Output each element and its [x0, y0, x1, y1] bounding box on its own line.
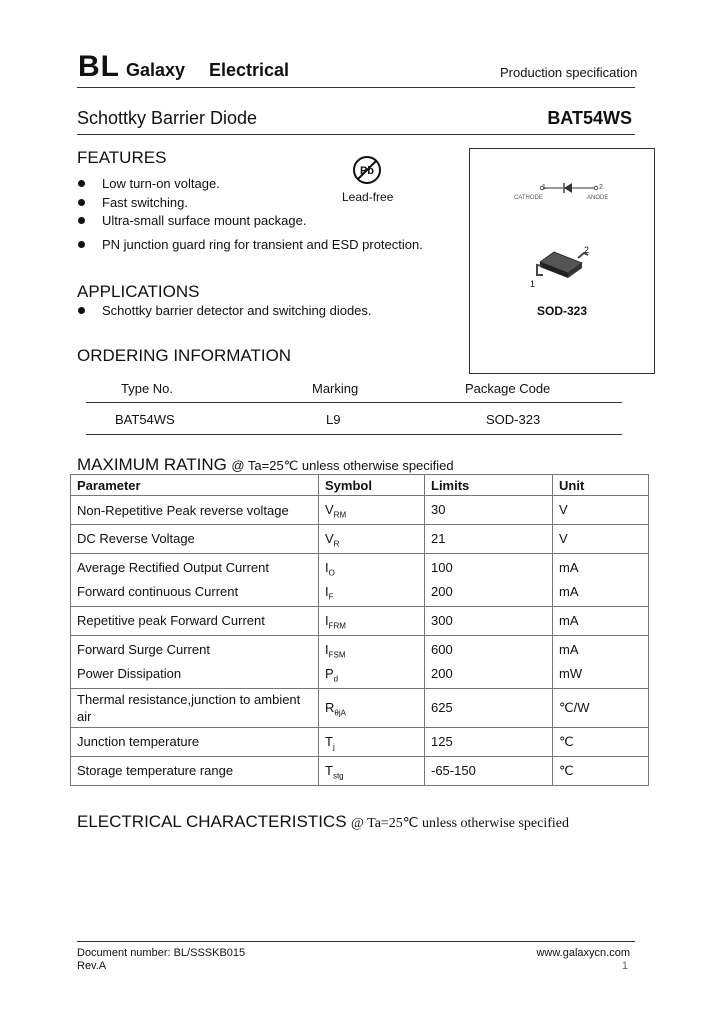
parameter-cell	[71, 728, 319, 757]
symbol-base: V	[325, 502, 334, 517]
limit-value: 625	[431, 700, 453, 715]
ordering-cell-type: BAT54WS	[115, 412, 175, 427]
ordering-cell-package: SOD-323	[486, 412, 541, 427]
feature-item	[78, 176, 220, 191]
parameter-cell	[71, 607, 319, 636]
parameter-text: Forward Surge Current	[77, 642, 210, 657]
page-number: 1	[621, 960, 628, 972]
ordering-header-marking: Marking	[312, 381, 359, 396]
symbol-text	[325, 662, 418, 686]
feature-item	[78, 213, 306, 228]
symbol-text	[325, 527, 418, 551]
feature-text: PN junction guard ring for transient and ESD protection.	[102, 237, 423, 252]
bullet-icon	[78, 217, 85, 224]
parameter-cell	[71, 525, 319, 554]
bullet-icon	[78, 241, 85, 248]
brand-electrical: Electrical	[209, 60, 290, 80]
unit-cell	[553, 525, 649, 554]
limit-cell	[425, 636, 553, 689]
limit-cell	[425, 554, 553, 607]
symbol-subscript: d	[333, 674, 339, 684]
limit-value: 100	[431, 560, 453, 575]
table-row	[71, 496, 649, 525]
pin1-number: 1	[542, 184, 546, 191]
table-row	[71, 689, 649, 728]
limit-value: 21	[431, 531, 446, 546]
ordering-bottom-rule	[86, 434, 622, 435]
max-rating-body	[71, 496, 649, 786]
ordering-header-type: Type No.	[121, 381, 174, 396]
max-rating-table	[70, 474, 649, 786]
pin2-number: 2	[599, 184, 603, 191]
symbol-text	[325, 556, 418, 580]
symbol-text	[325, 730, 418, 754]
unit-value: mW	[559, 666, 583, 681]
unit-value: mA	[559, 560, 579, 575]
symbol-cell	[319, 636, 425, 689]
diode-schematic	[470, 149, 654, 299]
anode-label: ANODE	[587, 195, 609, 201]
symbol-subscript: FSM	[328, 650, 346, 660]
electrical-heading: ELECTRICAL CHARACTERISTICS	[77, 812, 347, 831]
feature-text: Low turn-on voltage.	[102, 176, 220, 191]
electrical-condition: @ Ta=25℃ unless otherwise specified	[350, 816, 569, 831]
unit-value: V	[559, 531, 568, 546]
symbol-subscript: R	[333, 539, 340, 549]
limit-value: 200	[431, 666, 453, 681]
parameter-text: Power Dissipation	[77, 666, 182, 681]
package-name: SOD-323	[536, 304, 588, 318]
limit-value: 200	[431, 584, 453, 599]
parameter-text: Repetitive peak Forward Current	[77, 613, 265, 628]
feature-item	[78, 195, 188, 210]
max-rating-title	[77, 455, 454, 475]
limit-value: 30	[431, 502, 446, 517]
symbol-cell	[319, 554, 425, 607]
limit-cell	[425, 728, 553, 757]
footer-divider	[77, 941, 635, 942]
symbol-text	[325, 580, 418, 604]
ordering-header-package: Package Code	[465, 381, 551, 396]
symbol-cell	[319, 728, 425, 757]
brand-logo-bl: BL	[78, 50, 120, 83]
max-rating-heading: MAXIMUM RATING	[77, 455, 227, 474]
limit-value: 125	[431, 734, 453, 749]
col-header-unit: Unit	[553, 475, 649, 496]
parameter-cell	[71, 636, 319, 689]
symbol-subscript: O	[328, 568, 335, 578]
parameter-text: Storage temperature range	[77, 763, 234, 778]
unit-cell	[553, 689, 649, 728]
unit-cell	[553, 757, 649, 786]
symbol-text	[325, 696, 418, 720]
table-row	[71, 525, 649, 554]
parameter-cell	[71, 554, 319, 607]
features-heading: FEATURES	[77, 148, 167, 167]
limit-value: 300	[431, 613, 453, 628]
table-header-row	[71, 475, 649, 496]
header-divider	[77, 87, 635, 88]
package-figure	[469, 148, 655, 374]
parameter-cell	[71, 689, 319, 728]
parameter-text: Junction temperature	[77, 734, 200, 749]
symbol-subscript: FRM	[328, 621, 346, 631]
symbol-base: R	[325, 700, 335, 715]
parameter-text: Non-Repetitive Peak reverse voltage	[77, 502, 289, 518]
unit-value: ℃	[559, 763, 574, 778]
unit-cell	[553, 554, 649, 607]
col-header-symbol: Symbol	[319, 475, 425, 496]
symbol-cell	[319, 689, 425, 728]
limit-cell	[425, 496, 553, 525]
application-item	[78, 303, 372, 318]
symbol-cell	[319, 525, 425, 554]
table-row	[71, 636, 649, 689]
unit-cell	[553, 496, 649, 525]
table-row	[71, 757, 649, 786]
symbol-cell	[319, 607, 425, 636]
max-rating-condition: @ Ta=25℃ unless otherwise specified	[231, 458, 454, 473]
parameter-text: Average Rectified Output Current	[77, 560, 269, 575]
bullet-icon	[78, 307, 85, 314]
symbol-text	[325, 759, 418, 783]
table-row	[71, 554, 649, 607]
bullet-icon	[78, 180, 85, 187]
symbol-subscript: θjA	[334, 708, 346, 718]
unit-value: ℃/W	[559, 700, 590, 715]
limit-cell	[425, 525, 553, 554]
applications-heading: APPLICATIONS	[77, 282, 200, 301]
sod323-package-drawing	[537, 252, 588, 278]
lead-free-label: Lead-free	[342, 190, 394, 204]
unit-cell	[553, 636, 649, 689]
col-header-parameter: Parameter	[71, 475, 319, 496]
symbol-base: I	[325, 560, 329, 575]
unit-cell	[553, 607, 649, 636]
product-title: Schottky Barrier Diode	[77, 108, 258, 128]
symbol-base: V	[325, 531, 334, 546]
ordering-heading: ORDERING INFORMATION	[77, 346, 292, 365]
parameter-text: Thermal resistance,junction to ambient air	[77, 692, 301, 724]
symbol-text	[325, 498, 418, 522]
pin2-terminal	[594, 186, 598, 190]
parameter-text: Forward continuous Current	[77, 584, 239, 599]
document-type: Production specification	[500, 65, 638, 80]
pad2-number: 2	[584, 245, 590, 255]
pad1-number: 1	[530, 279, 536, 289]
parameter-cell	[71, 757, 319, 786]
limit-cell	[425, 689, 553, 728]
electrical-title	[77, 812, 569, 832]
symbol-subscript: j	[332, 742, 335, 752]
feature-text: Fast switching.	[102, 195, 188, 210]
feature-text: Ultra-small surface mount package.	[102, 213, 307, 228]
limit-value: -65-150	[431, 763, 476, 778]
symbol-base: I	[325, 642, 329, 657]
title-divider	[77, 134, 635, 135]
diode-triangle	[564, 183, 572, 193]
symbol-base: I	[325, 613, 329, 628]
symbol-text	[325, 638, 418, 662]
parameter-cell	[71, 496, 319, 525]
symbol-cell	[319, 757, 425, 786]
part-number: BAT54WS	[547, 108, 632, 128]
table-row	[71, 607, 649, 636]
limit-cell	[425, 757, 553, 786]
limit-cell	[425, 607, 553, 636]
lead-free-symbol-text: Pb	[359, 165, 375, 177]
document-number: Document number: BL/SSSKB015	[77, 947, 246, 959]
unit-value: ℃	[559, 734, 574, 749]
cathode-label: CATHODE	[514, 195, 543, 201]
symbol-subscript: stg	[332, 771, 344, 781]
ordering-divider	[86, 402, 622, 403]
symbol-base: P	[325, 666, 334, 681]
brand-galaxy: Galaxy	[126, 60, 186, 80]
unit-value: mA	[559, 584, 579, 599]
unit-value: V	[559, 502, 568, 517]
bullet-icon	[78, 199, 85, 206]
table-row	[71, 728, 649, 757]
unit-value: mA	[559, 642, 579, 657]
website-link[interactable]: www.galaxycn.com	[536, 947, 630, 959]
unit-value: mA	[559, 613, 579, 628]
revision: Rev.A	[77, 960, 107, 972]
symbol-base: T	[325, 763, 333, 778]
symbol-subscript: RM	[333, 510, 347, 520]
symbol-base: I	[325, 584, 329, 599]
parameter-text: DC Reverse Voltage	[77, 531, 195, 546]
ordering-cell-marking: L9	[326, 412, 341, 427]
symbol-cell	[319, 496, 425, 525]
unit-cell	[553, 728, 649, 757]
col-header-limits: Limits	[425, 475, 553, 496]
feature-item	[78, 237, 423, 252]
application-text: Schottky barrier detector and switching diodes.	[102, 303, 372, 318]
symbol-base: T	[325, 734, 333, 749]
lead-free-icon	[352, 155, 382, 185]
limit-value: 600	[431, 642, 453, 657]
symbol-text	[325, 609, 418, 633]
symbol-subscript: F	[328, 592, 334, 602]
